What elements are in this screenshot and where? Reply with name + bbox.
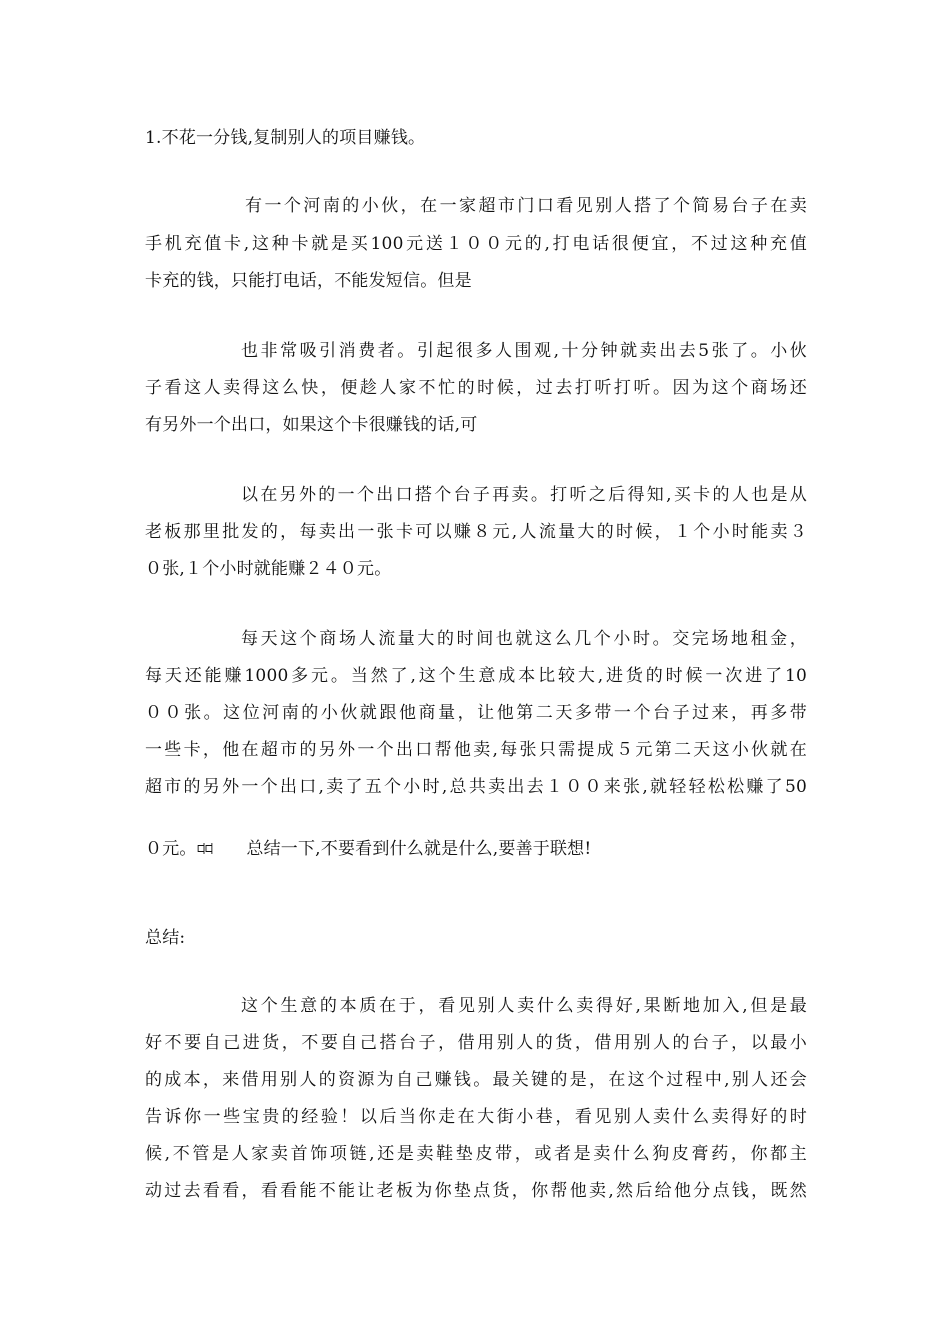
summary-line-5: 候,不管是人家卖首饰项链,还是卖鞋垫皮带，或者是卖什么狗皮膏药，你都主 (145, 1144, 807, 1164)
summary-line-4: 告诉你一些宝贵的经验！以后当你走在大街小巷，看见别人卖什么卖得好的时 (145, 1107, 807, 1127)
summary-line-3: 的成本，来借用别人的资源为自己赚钱。最关键的是，在这个过程中,别人还会 (145, 1070, 807, 1090)
paragraph-3-line-2: 老板那里批发的，每卖出一张卡可以赚８元,人流量大的时候，１个小时能卖３ (145, 522, 807, 542)
paragraph-4-line-3: ００张。这位河南的小伙就跟他商量，让他第二天多带一个台子过来，再多带 (145, 703, 807, 723)
paragraph-4-line-1: 每天这个商场人流量大的时间也就这么几个小时。交完场地租金， (241, 629, 807, 649)
paragraph-4-line-5: 超市的另外一个出口,卖了五个小时,总共卖出去１００来张,就轻轻松松赚了50 (145, 777, 807, 797)
ending-line (145, 838, 807, 860)
paragraph-3-line-3: ０张,１个小时就能赚２４０元。 (145, 559, 392, 579)
section-title: 1.不花一分钱,复制别人的项目赚钱。 (145, 128, 426, 148)
summary-line-2: 好不要自己进货，不要自己搭台子，借用别人的货，借用别人的台子，以最小 (145, 1033, 807, 1053)
paragraph-2-line-1: 也非常吸引消费者。引起很多人围观,十分钟就卖出去5张了。小伙 (241, 341, 807, 361)
paragraph-2-line-2: 子看这人卖得这么快，便趁人家不忙的时候，过去打听打听。因为这个商场还 (145, 378, 807, 398)
paragraph-1-line-3: 卡充的钱，只能打电话，不能发短信。但是 (145, 271, 472, 291)
ending-line-text: ０元。 (145, 839, 197, 859)
ending-summary-text: 总结一下,不要看到什么就是什么,要善于联想! (246, 839, 592, 859)
summary-line-6: 动过去看看，看看能不能让老板为你垫点货，你帮他卖,然后给他分点钱，既然 (145, 1181, 807, 1201)
summary-heading: 总结: (145, 928, 186, 948)
paragraph-1-line-1: 有一个河南的小伙，在一家超市门口看见别人搭了个简易台子在卖 (245, 196, 807, 216)
paragraph-2-line-3: 有另外一个出口，如果这个卡很赚钱的话,可 (145, 415, 478, 435)
summary-line-1: 这个生意的本质在于，看见别人卖什么卖得好,果断地加入,但是最 (241, 996, 807, 1016)
paragraph-3-line-1: 以在另外的一个出口搭个台子再卖。打听之后得知,买卡的人也是从 (241, 485, 807, 505)
decorative-glyph-icon: ꕼꕼ (196, 840, 213, 858)
paragraph-1-line-2: 手机充值卡,这种卡就是买100元送１００元的,打电话很便宜，不过这种充值 (145, 234, 807, 254)
paragraph-4-line-2: 每天还能赚1000多元。当然了,这个生意成本比较大,进货的时候一次进了10 (145, 666, 807, 686)
paragraph-4-line-4: 一些卡，他在超市的另外一个出口帮他卖,每张只需提成５元第二天这小伙就在 (145, 740, 807, 760)
